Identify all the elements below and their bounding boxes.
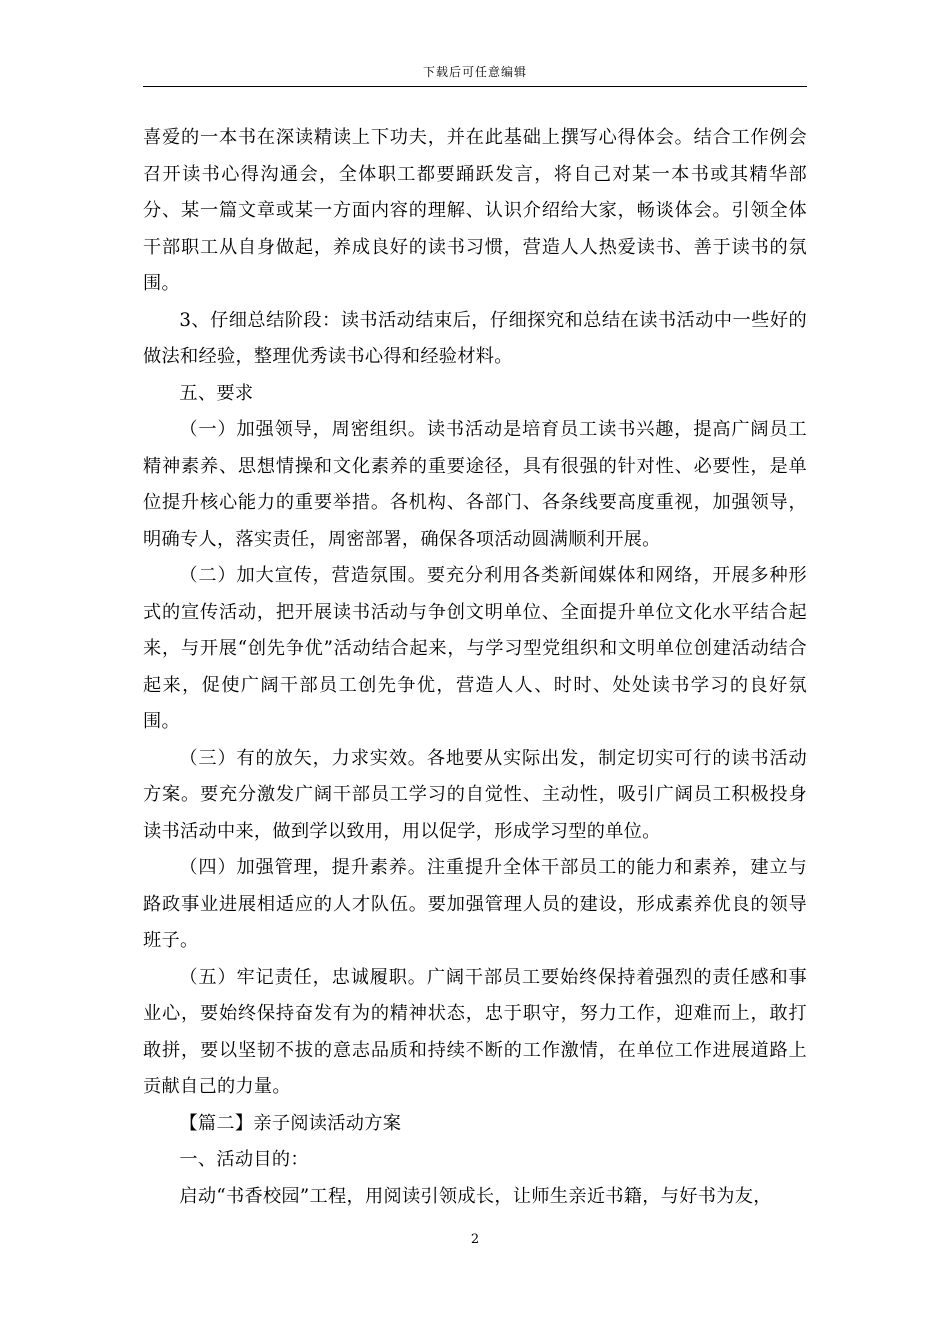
page-header: 下载后可任意编辑 [422, 65, 527, 79]
section-heading-requirements: 五、要求 [179, 382, 254, 404]
paragraph-continuation: 喜爱的一本书在深读精读上下功夫，并在此基础上撰写心得体会。结合工作例会召开读书心得沟通会，全体职工都要踊跃发言，将自己对某一本书或其精华部分、某一篇文章或某一方面内容的理解、认识介绍给大家，畅谈体会。引领全体干部职工从自身做起，养成良好的读书习惯，营造人人热爱读书、善于读书的氛围。 [143, 127, 807, 294]
article-title-part-two: 【篇二】亲子阅读活动方案 [179, 1112, 402, 1134]
paragraph-requirement-4: （四）加强管理，提升素养。注重提升全体干部员工的能力和素养，建立与路政事业进展相适应的人才队伍。要加强管理人员的建设，形成素养优良的领导班子。 [143, 857, 807, 951]
paragraph-requirement-1: （一）加强领导，周密组织。读书活动是培育员工读书兴趣，提高广阔员工精神素养、思想情操和文化素养的重要途径，具有很强的针对性、必要性，是单位提升核心能力的重要举措。各机构、各部门、各条线要高度重视，加强领导，明确专人，落实责任，周密部署，确保各项活动圆满顺利开展。 [143, 419, 807, 550]
paragraph-requirement-3: （三）有的放矢，力求实效。各地要从实际出发，制定切实可行的读书活动方案。要充分激发广阔干部员工学习的自觉性、主动性，吸引广阔员工积极投身读书活动中来，做到学以致用，用以促学，形成学习型的单位。 [143, 747, 807, 842]
header-divider [143, 86, 807, 87]
paragraph-summary-stage: 3、仔细总结阶段：读书活动结束后，仔细探究和总结在读书活动中一些好的做法和经验，整理优秀读书心得和经验材料。 [143, 309, 807, 367]
document-body [143, 120, 807, 1215]
paragraph-purpose: 启动“书香校园”工程，用阅读引领成长，让师生亲近书籍，与好书为友， [179, 1185, 772, 1207]
section-heading-purpose: 一、活动目的： [179, 1149, 309, 1170]
paragraph-requirement-5: （五）牢记责任，忠诚履职。广阔干部员工要始终保持着强烈的责任感和事业心，要始终保持奋发有为的精神状态，忠于职守，努力工作，迎难而上，敢打敢拼，要以坚韧不拔的意志品质和持续不断的工作激情，在单位工作进展道路上贡献自己的力量。 [143, 966, 807, 1097]
page-number: 2 [470, 1232, 480, 1247]
paragraph-requirement-2: （二）加大宣传，营造氛围。要充分利用各类新闻媒体和网络，开展多种形式的宣传活动，把开展读书活动与争创文明单位、全面提升单位文化水平结合起来，与开展“创先争优”活动结合起来，与学习型党组织和文明单位创建活动结合起来，促使广阔干部员工创先争优，营造人人、时时、处处读书学习的良好氛围。 [143, 565, 807, 732]
